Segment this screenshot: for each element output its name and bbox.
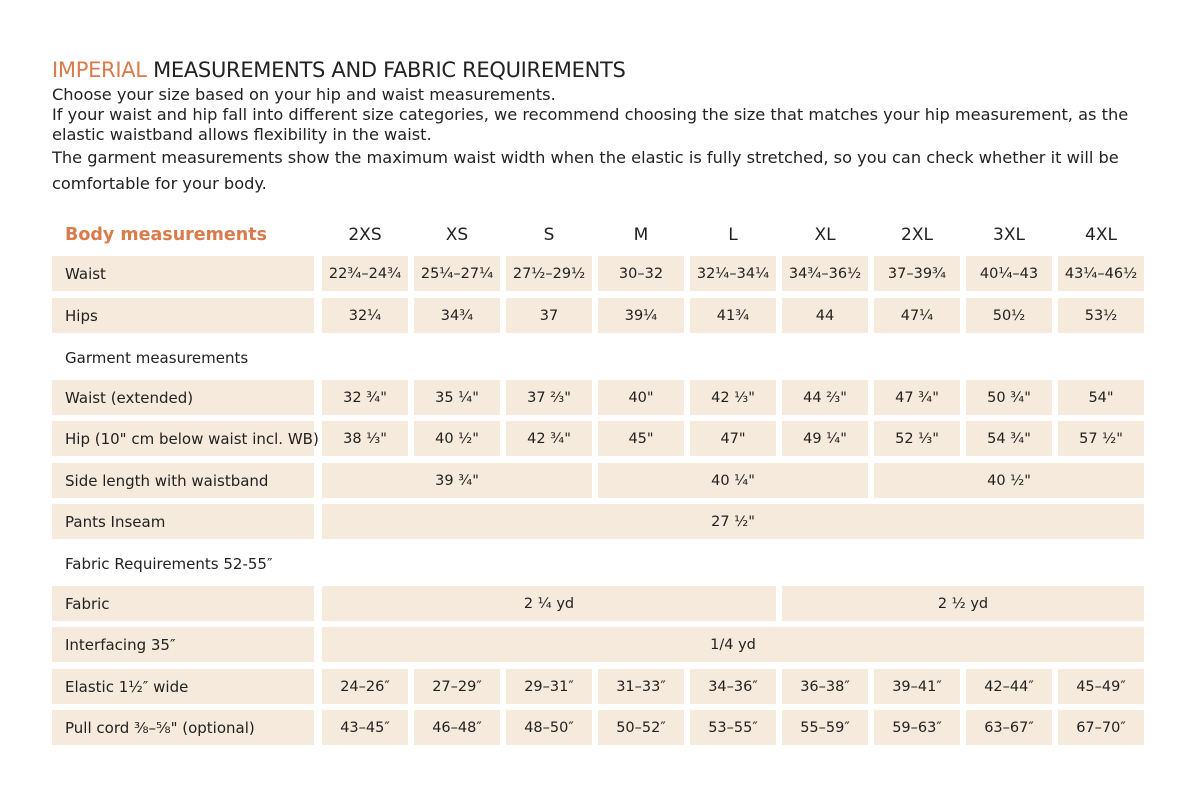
- waist-ext-cell: 32 ¾": [322, 380, 408, 415]
- size-header-s: S: [543, 224, 555, 245]
- hip-below-cell: 54 ¾": [966, 421, 1052, 456]
- intro-line-3: The garment measurements show the maximum waist width when the elastic is fully stretched, so you can check whether it will be comfortable for your body.: [52, 148, 1119, 193]
- pullcord-cell: 46–48″: [414, 710, 500, 745]
- fabric-group-cell: 2 ¼ yd: [322, 586, 776, 621]
- hips-cell: 34¾: [414, 298, 500, 333]
- hip-below-cell: 42 ¾": [506, 421, 592, 456]
- elastic-cell: 34–36″: [690, 669, 776, 704]
- side-length-group-cell: 39 ¾": [322, 463, 592, 498]
- size-header-2xl: 2XL: [901, 224, 933, 245]
- row-label-side-length: Side length with waistband: [52, 463, 314, 498]
- waist-cell: 25¼–27¼: [414, 256, 500, 291]
- elastic-cell: 27–29″: [414, 669, 500, 704]
- hip-below-cell: 49 ¼": [782, 421, 868, 456]
- hips-cell: 50½: [966, 298, 1052, 333]
- hip-below-cell: 45": [598, 421, 684, 456]
- row-label-hip-below: Hip (10" cm below waist incl. WB): [52, 421, 314, 456]
- row-label-fabric: Fabric: [52, 586, 314, 621]
- elastic-cell: 45–49″: [1058, 669, 1144, 704]
- waist-ext-cell: 42 ⅓": [690, 380, 776, 415]
- waist-ext-cell: 35 ¼": [414, 380, 500, 415]
- waist-cell: 40¼–43: [966, 256, 1052, 291]
- waist-ext-cell: 40": [598, 380, 684, 415]
- intro-line-1: Choose your size based on your hip and waist measurements.: [52, 85, 556, 104]
- size-header-l: L: [728, 224, 738, 245]
- waist-cell: 27½–29½: [506, 256, 592, 291]
- hip-below-cell: 57 ½": [1058, 421, 1144, 456]
- hips-cell: 37: [506, 298, 592, 333]
- hips-cell: 47¼: [874, 298, 960, 333]
- hip-below-cell: 40 ½": [414, 421, 500, 456]
- elastic-cell: 36–38″: [782, 669, 868, 704]
- inseam-cell: 27 ½": [322, 504, 1144, 539]
- intro-text: [52, 85, 1152, 197]
- waist-ext-cell: 54": [1058, 380, 1144, 415]
- size-header-4xl: 4XL: [1085, 224, 1117, 245]
- waist-cell: 32¼–34¼: [690, 256, 776, 291]
- row-label-waist: Waist: [52, 256, 314, 291]
- waist-ext-cell: 44 ⅔": [782, 380, 868, 415]
- title-rest: MEASUREMENTS AND FABRIC REQUIREMENTS: [146, 58, 626, 82]
- row-label-interfacing: Interfacing 35″: [52, 627, 314, 662]
- pullcord-cell: 55–59″: [782, 710, 868, 745]
- elastic-cell: 39–41″: [874, 669, 960, 704]
- hip-below-cell: 38 ⅓": [322, 421, 408, 456]
- hips-cell: 44: [782, 298, 868, 333]
- table-header-label: Body measurements: [65, 224, 268, 245]
- pullcord-cell: 59–63″: [874, 710, 960, 745]
- hips-cell: 32¼: [322, 298, 408, 333]
- size-header-m: M: [633, 224, 649, 245]
- pullcord-cell: 53–55″: [690, 710, 776, 745]
- waist-ext-cell: 37 ⅔": [506, 380, 592, 415]
- pullcord-cell: 48–50″: [506, 710, 592, 745]
- elastic-cell: 42–44″: [966, 669, 1052, 704]
- size-header-xl: XL: [814, 224, 836, 245]
- pullcord-cell: 67–70″: [1058, 710, 1144, 745]
- size-header-xs: XS: [445, 224, 469, 245]
- page-title: [52, 58, 626, 82]
- pullcord-cell: 63–67″: [966, 710, 1052, 745]
- hip-below-cell: 52 ⅓": [874, 421, 960, 456]
- hips-cell: 41¾: [690, 298, 776, 333]
- row-label-waist-ext: Waist (extended): [52, 380, 314, 415]
- hips-cell: 39¼: [598, 298, 684, 333]
- elastic-cell: 24–26″: [322, 669, 408, 704]
- waist-ext-cell: 47 ¾": [874, 380, 960, 415]
- waist-cell: 30–32: [598, 256, 684, 291]
- side-length-group-cell: 40 ½": [874, 463, 1144, 498]
- intro-line-2: If your waist and hip fall into different size categories, we recommend choosing the size that matches your hip measurement, as the elastic waistband allows flexibility in the waist.: [52, 105, 1129, 144]
- waist-cell: 43¼–46½: [1058, 256, 1144, 291]
- pullcord-cell: 43–45″: [322, 710, 408, 745]
- section-garment: Garment measurements: [65, 348, 249, 367]
- hip-below-cell: 47": [690, 421, 776, 456]
- waist-ext-cell: 50 ¾": [966, 380, 1052, 415]
- size-header-2xs: 2XS: [348, 224, 382, 245]
- elastic-cell: 29–31″: [506, 669, 592, 704]
- interfacing-cell: 1/4 yd: [322, 627, 1144, 662]
- fabric-group-cell: 2 ½ yd: [782, 586, 1144, 621]
- size-header-3xl: 3XL: [993, 224, 1025, 245]
- side-length-group-cell: 40 ¼": [598, 463, 868, 498]
- section-fabric: Fabric Requirements 52-55″: [65, 554, 273, 573]
- title-accent: IMPERIAL: [52, 58, 147, 82]
- waist-cell: 37–39¾: [874, 256, 960, 291]
- hips-cell: 53½: [1058, 298, 1144, 333]
- elastic-cell: 31–33″: [598, 669, 684, 704]
- row-label-pullcord: Pull cord ⅜–⅝" (optional): [52, 710, 314, 745]
- waist-cell: 22¾–24¾: [322, 256, 408, 291]
- row-label-elastic: Elastic 1½″ wide: [52, 669, 314, 704]
- pullcord-cell: 50–52″: [598, 710, 684, 745]
- waist-cell: 34¾–36½: [782, 256, 868, 291]
- row-label-hips: Hips: [52, 298, 314, 333]
- row-label-inseam: Pants Inseam: [52, 504, 314, 539]
